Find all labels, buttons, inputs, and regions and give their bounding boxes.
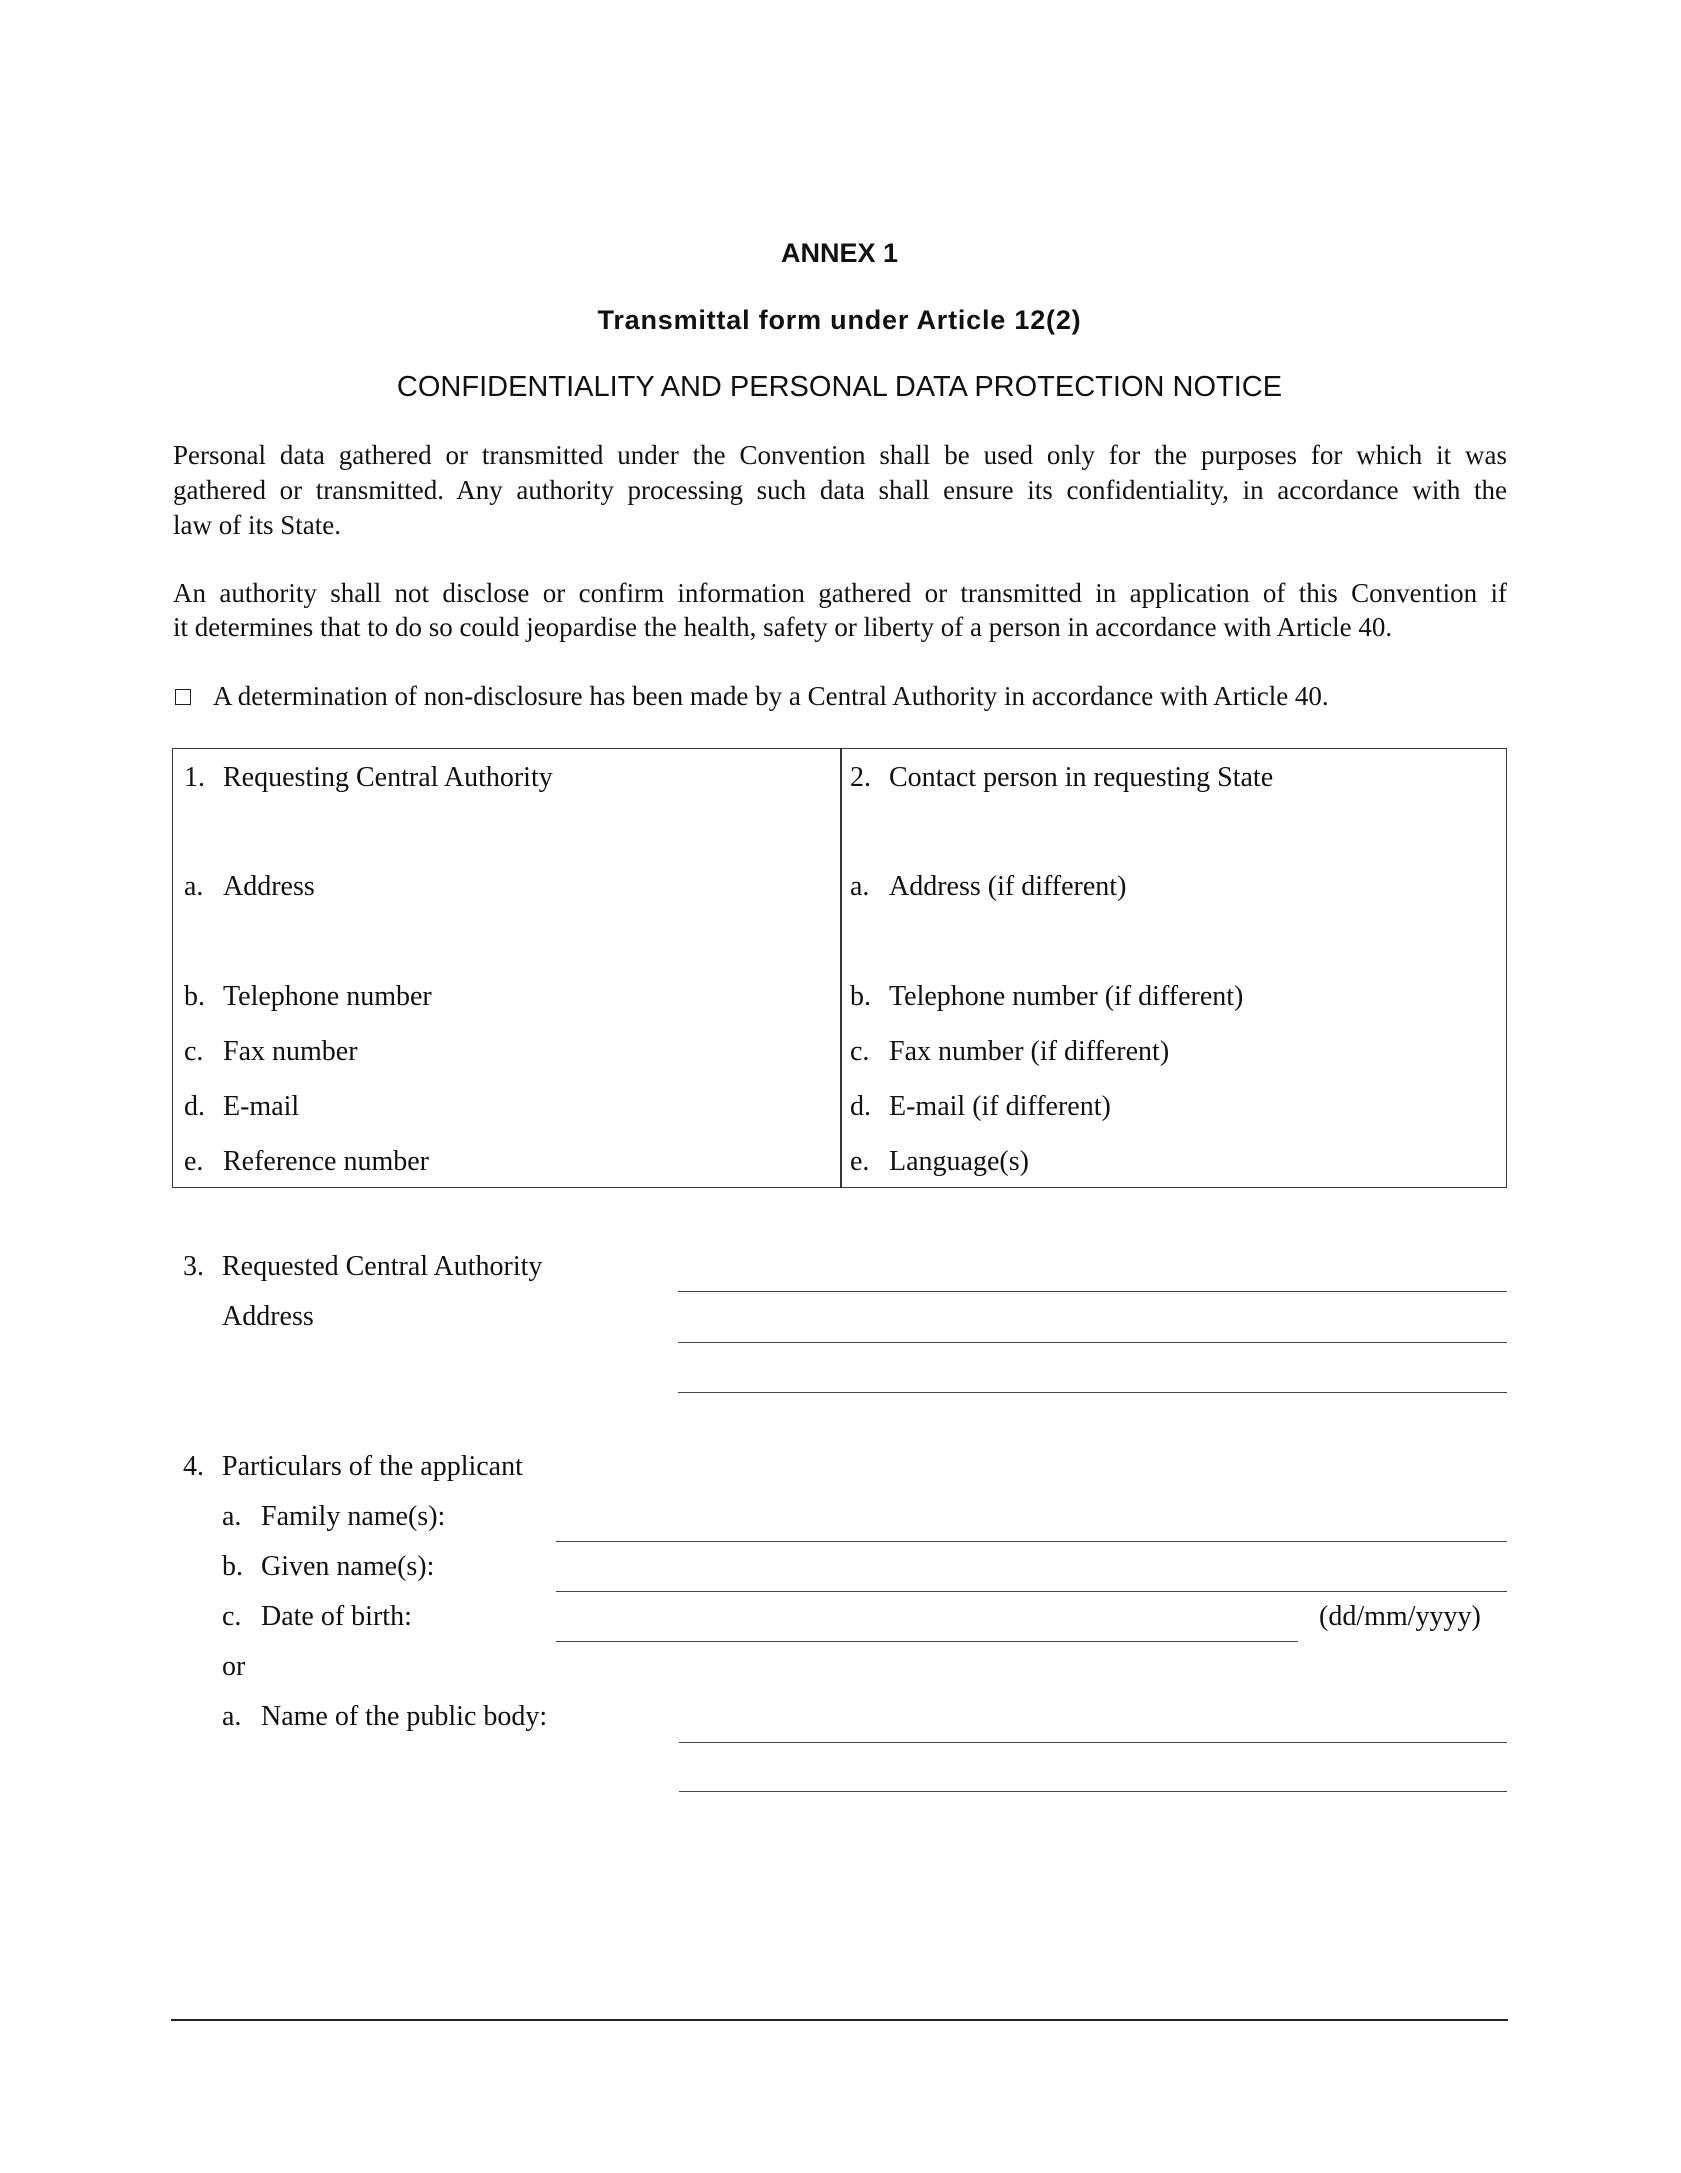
requested-authority-address-field-1[interactable] bbox=[678, 1342, 1507, 1343]
non-disclosure-checkbox-label: A determination of non-disclosure has been made by a Central Authority in accordance with Article 40. bbox=[213, 681, 1329, 711]
item-marker: a. bbox=[222, 1501, 242, 1532]
annex-heading-text: ANNEX 1 bbox=[780, 238, 899, 268]
item-marker: e. bbox=[184, 1146, 204, 1177]
section-3-title: Requested Central Authority bbox=[222, 1251, 543, 1282]
item-marker: d. bbox=[184, 1091, 205, 1122]
date-of-birth-label: Date of birth: bbox=[261, 1601, 412, 1632]
section-2-title: Contact person in requesting State bbox=[889, 762, 1274, 793]
section-2-number: 2. bbox=[850, 762, 871, 793]
item-marker: a. bbox=[222, 1701, 242, 1732]
item-marker: a. bbox=[850, 871, 870, 902]
family-name-label: Family name(s): bbox=[261, 1501, 446, 1532]
fax-label: Fax number bbox=[223, 1036, 358, 1067]
item-marker: c. bbox=[222, 1601, 242, 1632]
reference-number-label: Reference number bbox=[223, 1146, 429, 1177]
requested-authority-address-field-2[interactable] bbox=[678, 1392, 1507, 1393]
or-separator: or bbox=[222, 1651, 246, 1682]
authority-contact-table bbox=[172, 748, 1507, 1188]
section-3-number: 3. bbox=[183, 1251, 204, 1282]
public-body-name-label: Name of the public body: bbox=[261, 1701, 548, 1732]
given-name-label: Given name(s): bbox=[261, 1551, 435, 1582]
notice-title-text: CONFIDENTIALITY AND PERSONAL DATA PROTECTION NOTICE bbox=[396, 371, 1283, 403]
section-4-number: 4. bbox=[183, 1451, 204, 1482]
languages-label: Language(s) bbox=[889, 1146, 1029, 1177]
address-if-different-label: Address (if different) bbox=[889, 871, 1127, 902]
requested-authority-field[interactable] bbox=[678, 1291, 1507, 1292]
item-marker: a. bbox=[184, 871, 204, 902]
email-if-different-label: E-mail (if different) bbox=[889, 1091, 1111, 1122]
non-disclosure-checkbox[interactable] bbox=[175, 689, 191, 705]
family-name-field[interactable] bbox=[556, 1541, 1507, 1542]
item-marker: b. bbox=[222, 1551, 243, 1582]
date-of-birth-field[interactable] bbox=[556, 1641, 1298, 1642]
item-marker: c. bbox=[184, 1036, 204, 1067]
paragraph-line: law of its State. bbox=[173, 510, 341, 540]
item-marker: d. bbox=[850, 1091, 871, 1122]
public-body-name-field-1[interactable] bbox=[679, 1742, 1507, 1743]
paragraph-line: it determines that to do so could jeopardise the health, safety or liberty of a person in accordance with Article 40. bbox=[173, 612, 1393, 642]
notice-title bbox=[0, 373, 1681, 402]
form-title bbox=[0, 307, 1681, 334]
item-marker: b. bbox=[850, 981, 871, 1012]
date-format-hint: (dd/mm/yyyy) bbox=[1319, 1601, 1481, 1632]
form-title-text: Transmittal form under Article 12(2) bbox=[597, 305, 1082, 335]
fax-if-different-label: Fax number (if different) bbox=[889, 1036, 1170, 1067]
annex-heading bbox=[0, 240, 1681, 267]
section-1-number: 1. bbox=[184, 762, 205, 793]
item-marker: e. bbox=[850, 1146, 870, 1177]
given-name-field[interactable] bbox=[556, 1591, 1507, 1592]
section-4-title: Particulars of the applicant bbox=[222, 1451, 523, 1482]
item-marker: b. bbox=[184, 981, 205, 1012]
item-marker: c. bbox=[850, 1036, 870, 1067]
email-label: E-mail bbox=[223, 1091, 300, 1122]
paragraph-line: An authority shall not disclose or confirm information gathered or transmitted in application of this Convention if bbox=[173, 578, 1507, 608]
telephone-if-different-label: Telephone number (if different) bbox=[889, 981, 1244, 1012]
footer-rule bbox=[171, 2019, 1508, 2021]
public-body-name-field-2[interactable] bbox=[679, 1791, 1507, 1792]
table-column-divider bbox=[840, 749, 842, 1187]
telephone-label: Telephone number bbox=[223, 981, 432, 1012]
paragraph-line: gathered or transmitted. Any authority processing such data shall ensure its confidentiality, in accordance with the bbox=[173, 475, 1507, 505]
paragraph-line: Personal data gathered or transmitted under the Convention shall be used only for the purposes for which it was bbox=[173, 440, 1507, 470]
address-label: Address bbox=[223, 871, 315, 902]
section-1-title: Requesting Central Authority bbox=[223, 762, 553, 793]
section-3-address-label: Address bbox=[222, 1301, 314, 1332]
